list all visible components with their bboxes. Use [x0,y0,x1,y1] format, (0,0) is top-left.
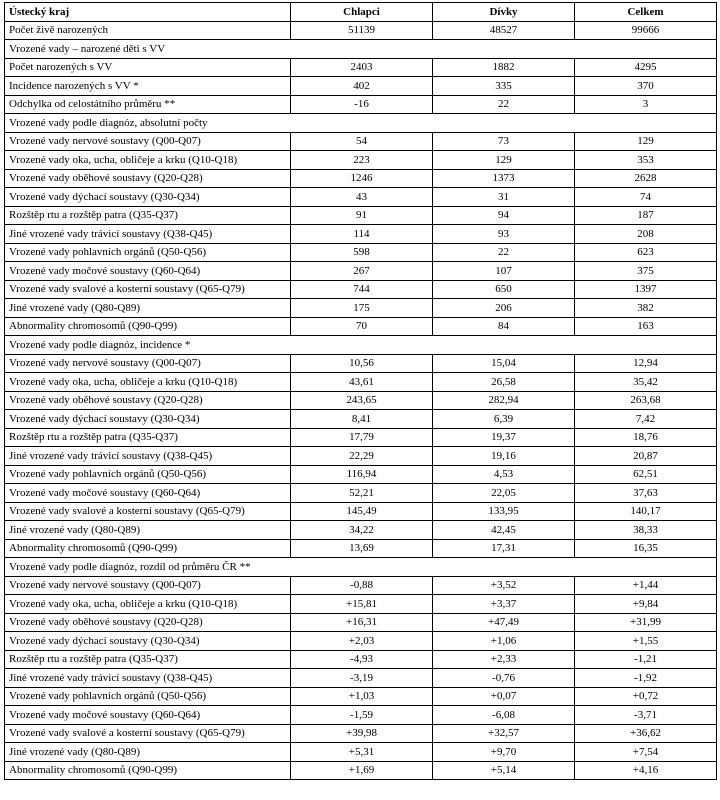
cell-girls: 19,37 [433,428,575,447]
row-label: Vrozené vady oka, ucha, obličeje a krku (Q10-Q18) [5,595,291,614]
cell-boys: 17,79 [291,428,433,447]
row-label: Vrozené vady pohlavních orgánů (Q50-Q56) [5,687,291,706]
cell-total: +1,55 [575,632,717,651]
cell-girls: 93 [433,225,575,244]
table-row [5,151,717,170]
table-row [5,262,717,281]
section-title: Vrozené vady podle diagnóz, absolutní počty [5,114,717,133]
cell-girls: +5,14 [433,761,575,780]
table-header [5,3,717,22]
cell-girls: -0,76 [433,669,575,688]
cell-boys: -0,88 [291,576,433,595]
row-label: Vrozené vady oka, ucha, obličeje a krku (Q10-Q18) [5,373,291,392]
cell-girls: 48527 [433,21,575,40]
cell-boys: 116,94 [291,465,433,484]
row-label: Abnormality chromosomů (Q90-Q99) [5,539,291,558]
cell-total: 140,17 [575,502,717,521]
table-row [5,669,717,688]
cell-total: 35,42 [575,373,717,392]
cell-total: 62,51 [575,465,717,484]
section-row [5,40,717,59]
cell-girls: 1882 [433,58,575,77]
cell-boys: 243,65 [291,391,433,410]
table-row [5,521,717,540]
cell-girls: 6,39 [433,410,575,429]
cell-girls: +32,57 [433,724,575,743]
table-row [5,77,717,96]
cell-boys: 91 [291,206,433,225]
row-label: Incidence narozených s VV * [5,77,291,96]
cell-boys: -1,59 [291,706,433,725]
cell-total: +31,99 [575,613,717,632]
header-boys: Chlapci [291,3,433,22]
cell-total: +0,72 [575,687,717,706]
cell-total: -1,21 [575,650,717,669]
cell-total: 3 [575,95,717,114]
cell-total: +9,84 [575,595,717,614]
cell-girls: 1373 [433,169,575,188]
row-label: Vrozené vady svalové a kosterní soustavy (Q65-Q79) [5,502,291,521]
cell-girls: 84 [433,317,575,336]
row-label: Odchylka od celostátního průměru ** [5,95,291,114]
table-row [5,225,717,244]
cell-girls: 42,45 [433,521,575,540]
cell-total: 353 [575,151,717,170]
row-label: Jiné vrozené vady (Q80-Q89) [5,521,291,540]
header-region: Ústecký kraj [5,3,291,22]
row-label: Vrozené vady dýchací soustavy (Q30-Q34) [5,632,291,651]
table-row [5,188,717,207]
table-row [5,613,717,632]
cell-girls: 129 [433,151,575,170]
cell-boys: -4,93 [291,650,433,669]
section-title: Vrozené vady podle diagnóz, rozdíl od průměru ČR ** [5,558,717,577]
cell-total: 129 [575,132,717,151]
row-label: Vrozené vady pohlavních orgánů (Q50-Q56) [5,465,291,484]
table-row [5,428,717,447]
cell-boys: 13,69 [291,539,433,558]
cell-boys: +15,81 [291,595,433,614]
cell-total: +1,44 [575,576,717,595]
cell-boys: +2,03 [291,632,433,651]
cell-total: 382 [575,299,717,318]
cell-total: 16,35 [575,539,717,558]
row-label: Vrozené vady pohlavních orgánů (Q50-Q56) [5,243,291,262]
cell-girls: 4,53 [433,465,575,484]
header-row [5,3,717,22]
cell-total: +36,62 [575,724,717,743]
table-row [5,391,717,410]
cell-boys: +39,98 [291,724,433,743]
cell-girls: 650 [433,280,575,299]
cell-girls: 107 [433,262,575,281]
cell-boys: 267 [291,262,433,281]
cell-total: 38,33 [575,521,717,540]
table-row [5,354,717,373]
cell-girls: +0,07 [433,687,575,706]
table-row [5,206,717,225]
table-row [5,465,717,484]
table-row [5,650,717,669]
cell-girls: 19,16 [433,447,575,466]
cell-boys: 145,49 [291,502,433,521]
cell-girls: 26,58 [433,373,575,392]
table-body [5,21,717,780]
row-label: Jiné vrozené vady (Q80-Q89) [5,743,291,762]
cell-boys: +16,31 [291,613,433,632]
table-row [5,743,717,762]
cell-girls: 22 [433,95,575,114]
cell-girls: +1,06 [433,632,575,651]
cell-girls: 22 [433,243,575,262]
table-row [5,21,717,40]
row-label: Jiné vrozené vady (Q80-Q89) [5,299,291,318]
cell-boys: 51139 [291,21,433,40]
cell-total: 623 [575,243,717,262]
table-row [5,632,717,651]
table-row [5,58,717,77]
cell-boys: 402 [291,77,433,96]
row-label: Vrozené vady dýchací soustavy (Q30-Q34) [5,410,291,429]
row-label: Počet narozených s VV [5,58,291,77]
cell-boys: +1,69 [291,761,433,780]
cell-boys: 22,29 [291,447,433,466]
cell-total: 74 [575,188,717,207]
cell-girls: 22,05 [433,484,575,503]
table-row [5,299,717,318]
cell-total: +7,54 [575,743,717,762]
table-row [5,484,717,503]
row-label: Vrozené vady oka, ucha, obličeje a krku (Q10-Q18) [5,151,291,170]
header-total: Celkem [575,3,717,22]
cell-boys: 54 [291,132,433,151]
cell-boys: +1,03 [291,687,433,706]
table-row [5,447,717,466]
cell-girls: 15,04 [433,354,575,373]
data-table [4,2,717,780]
row-label: Abnormality chromosomů (Q90-Q99) [5,761,291,780]
cell-girls: 282,94 [433,391,575,410]
row-label: Vrozené vady močové soustavy (Q60-Q64) [5,484,291,503]
cell-total: 99666 [575,21,717,40]
row-label: Vrozené vady oběhové soustavy (Q20-Q28) [5,613,291,632]
cell-total: -1,92 [575,669,717,688]
table-row [5,95,717,114]
row-label: Vrozené vady oběhové soustavy (Q20-Q28) [5,391,291,410]
cell-total: 1397 [575,280,717,299]
cell-total: -3,71 [575,706,717,725]
cell-boys: 43 [291,188,433,207]
cell-boys: 744 [291,280,433,299]
cell-boys: +5,31 [291,743,433,762]
cell-total: 163 [575,317,717,336]
row-label: Vrozené vady močové soustavy (Q60-Q64) [5,706,291,725]
cell-girls: 31 [433,188,575,207]
cell-boys: 1246 [291,169,433,188]
row-label: Rozštěp rtu a rozštěp patra (Q35-Q37) [5,650,291,669]
cell-boys: 598 [291,243,433,262]
table-row [5,502,717,521]
table-row [5,595,717,614]
table-row [5,576,717,595]
cell-girls: 133,95 [433,502,575,521]
section-row [5,114,717,133]
cell-total: +4,16 [575,761,717,780]
row-label: Vrozené vady dýchací soustavy (Q30-Q34) [5,188,291,207]
cell-boys: 8,41 [291,410,433,429]
cell-total: 208 [575,225,717,244]
table-row [5,724,717,743]
cell-girls: +9,70 [433,743,575,762]
cell-total: 187 [575,206,717,225]
cell-boys: 223 [291,151,433,170]
row-label: Vrozené vady svalové a kosterní soustavy (Q65-Q79) [5,724,291,743]
table-row [5,706,717,725]
cell-total: 370 [575,77,717,96]
cell-girls: 206 [433,299,575,318]
row-label: Vrozené vady svalové a kosterní soustavy (Q65-Q79) [5,280,291,299]
table-row [5,280,717,299]
cell-girls: +3,37 [433,595,575,614]
cell-boys: 175 [291,299,433,318]
cell-total: 37,63 [575,484,717,503]
cell-boys: 10,56 [291,354,433,373]
row-label: Rozštěp rtu a rozštěp patra (Q35-Q37) [5,206,291,225]
cell-boys: -3,19 [291,669,433,688]
cell-boys: 52,21 [291,484,433,503]
table-row [5,243,717,262]
cell-total: 20,87 [575,447,717,466]
cell-total: 18,76 [575,428,717,447]
cell-girls: -6,08 [433,706,575,725]
cell-total: 2628 [575,169,717,188]
cell-boys: 70 [291,317,433,336]
row-label: Jiné vrozené vady trávicí soustavy (Q38-Q45) [5,225,291,244]
table-row [5,761,717,780]
cell-girls: +47,49 [433,613,575,632]
cell-boys: 34,22 [291,521,433,540]
row-label: Abnormality chromosomů (Q90-Q99) [5,317,291,336]
cell-girls: 94 [433,206,575,225]
section-title: Vrozené vady – narozené děti s VV [5,40,717,59]
cell-girls: +2,33 [433,650,575,669]
table-row [5,539,717,558]
row-label: Vrozené vady nervové soustavy (Q00-Q07) [5,354,291,373]
cell-total: 7,42 [575,410,717,429]
cell-boys: 114 [291,225,433,244]
table-row [5,317,717,336]
cell-girls: 17,31 [433,539,575,558]
cell-girls: 335 [433,77,575,96]
row-label: Počet živě narozených [5,21,291,40]
table-row [5,687,717,706]
table-row [5,169,717,188]
table-row [5,373,717,392]
cell-total: 4295 [575,58,717,77]
section-row [5,558,717,577]
cell-boys: 43,61 [291,373,433,392]
section-title: Vrozené vady podle diagnóz, incidence * [5,336,717,355]
cell-total: 12,94 [575,354,717,373]
table-row [5,132,717,151]
row-label: Vrozené vady nervové soustavy (Q00-Q07) [5,576,291,595]
row-label: Vrozené vady močové soustavy (Q60-Q64) [5,262,291,281]
row-label: Jiné vrozené vady trávicí soustavy (Q38-Q45) [5,447,291,466]
cell-total: 375 [575,262,717,281]
row-label: Vrozené vady nervové soustavy (Q00-Q07) [5,132,291,151]
section-row [5,336,717,355]
cell-total: 263,68 [575,391,717,410]
row-label: Rozštěp rtu a rozštěp patra (Q35-Q37) [5,428,291,447]
row-label: Vrozené vady oběhové soustavy (Q20-Q28) [5,169,291,188]
header-girls: Dívky [433,3,575,22]
cell-girls: 73 [433,132,575,151]
cell-girls: +3,52 [433,576,575,595]
table-row [5,410,717,429]
cell-boys: 2403 [291,58,433,77]
cell-boys: -16 [291,95,433,114]
row-label: Jiné vrozené vady trávicí soustavy (Q38-Q45) [5,669,291,688]
